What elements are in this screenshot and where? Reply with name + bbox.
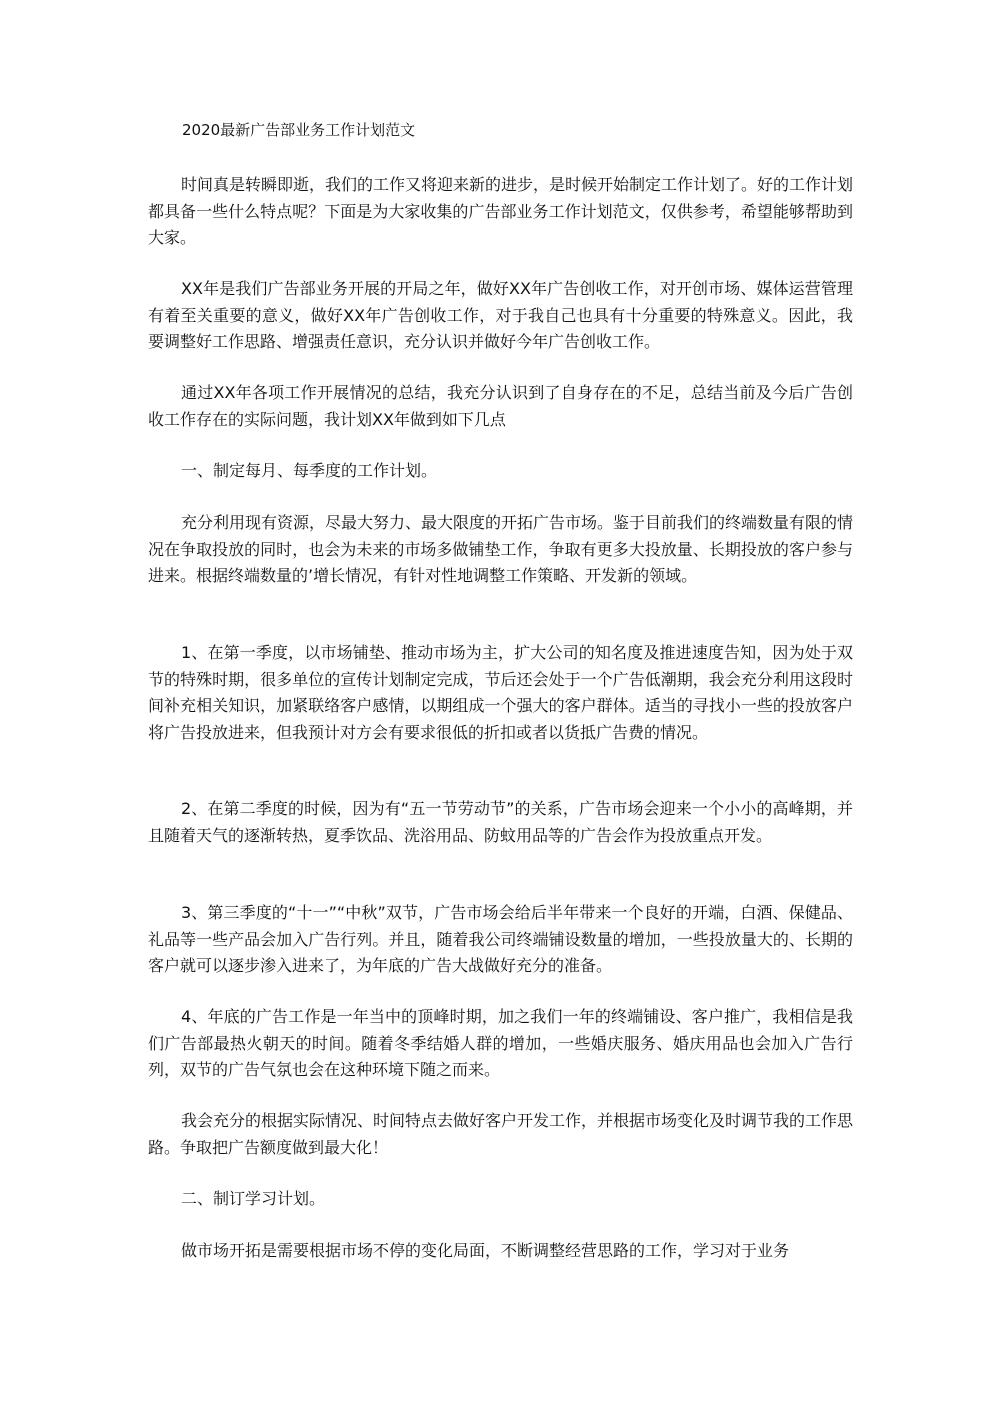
intro-paragraph: 时间真是转瞬即逝，我们的工作又将迎来新的进步，是时候开始制定工作计划了。好的工作计划都具备一些什么特点呢？下面是为大家收集的广告部业务工作计划范文，仅供参考，希望能够帮助到大家。 [148,175,854,247]
paragraph-quarter-4: 4、年底的广告工作是一年当中的顶峰时期，加之我们一年的终端铺设、客户推广，我相信是我们广告部最热火朝天的时间。随着冬季结婚人群的增加，一些婚庆服务、婚庆用品也会加入广告行列，双节的广告气氛也会在这种环境下随之而来。 [148,1007,853,1079]
paragraph-quarter-3: 3、第三季度的“十一”“中秋”双节，广告市场会给后半年带来一个良好的开端，白酒、保健品、礼品等一些产品会加入广告行列。并且，随着我公司终端铺设数量的增加，一些投放量大的、长期的客户就可以逐步渗入进来了，为年底的广告大战做好充分的准备。 [148,903,853,975]
paragraph-summary: 通过XX年各项工作开展情况的总结，我充分认识到了自身存在的不足，总结当前及今后广告创收工作存在的实际问题，我计划XX年做到如下几点 [148,383,853,429]
paragraph-quarter-2: 2、在第二季度的时候，因为有“五一节劳动节”的关系，广告市场会迎来一个小小的高峰期，并且随着天气的逐渐转热，夏季饮品、洗浴用品、防蚊用品等的广告会作为投放重点开发。 [148,799,853,845]
paragraph-use-resources: 充分利用现有资源，尽最大努力、最大限度的开拓广告市场。鉴于目前我们的终端数量有限的情况在争取投放的同时，也会为未来的市场多做铺垫工作，争取有更多大投放量、长期投放的客户参与进来。根据终端数量的’增长情况，有针对性地调整工作策略、开发新的领域。 [148,513,854,585]
section-heading-2: 二、制订学习计划。 [181,1189,326,1208]
paragraph-market-learning: 做市场开拓是需要根据市场不停的变化局面，不断调整经营思路的工作，学习对于业务 [181,1241,790,1260]
section-heading-1: 一、制定每月、每季度的工作计划。 [181,461,438,480]
paragraph-xx-year-opening: XX年是我们广告部业务开展的开局之年，做好XX年广告创收工作，对开创市场、媒体运营管理有着至关重要的意义，做好XX年广告创收工作，对于我自己也具有十分重要的特殊意义。因此，我要调整好工作思路、增强责任意识，充分认识并做好今年广告创收工作。 [148,279,853,351]
document-title: 2020最新广告部业务工作计划范文 [182,121,416,139]
paragraph-quarter-1: 1、在第一季度，以市场铺垫、推动市场为主，扩大公司的知名度及推进速度告知，因为处于双节的特殊时期，很多单位的宣传计划制定完成，节后还会处于一个广告低潮期，我会充分利用这段时间补充相关知识，加紧联络客户感情，以期组成一个强大的客户群体。适当的寻找小一些的投放客户将广告投放进来，但我预计对方会有要求很低的折扣或者以货抵广告费的情况。 [148,643,853,742]
paragraph-customer-development: 我会充分的根据实际情况、时间特点去做好客户开发工作，并根据市场变化及时调节我的工作思路。争取把广告额度做到最大化！ [148,1111,854,1157]
